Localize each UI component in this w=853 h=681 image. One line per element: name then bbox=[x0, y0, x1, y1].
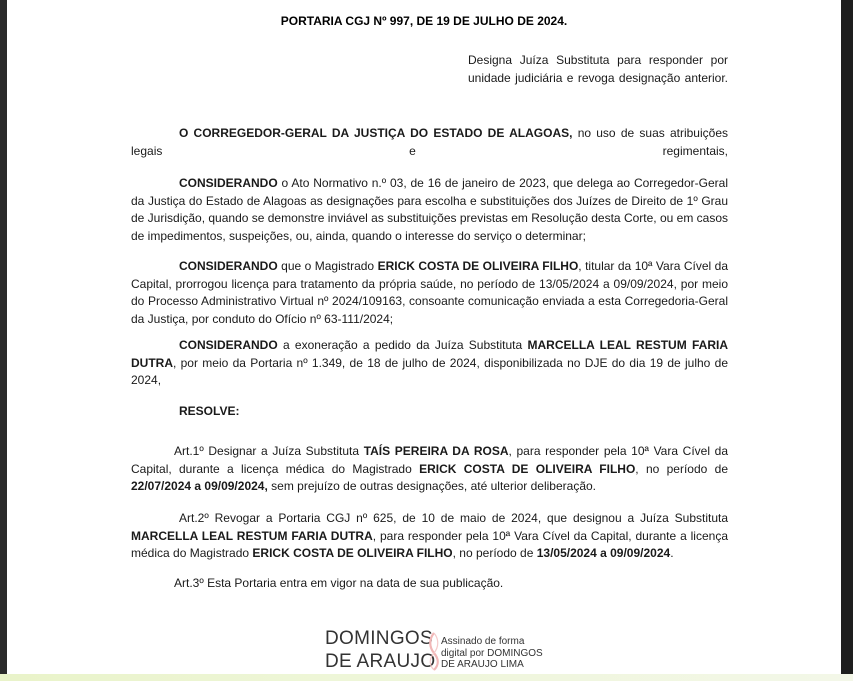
considerando-1-text: o Ato Normativo n.º 03, de 16 de janeiro de 2023, que delega ao Corregedor-Geral da Justiça do Estado de Alagoas as designações para escolha e substituições dos Juízes de Direito de 1º Grau de Jurisdição, quando se demonstre inviável as substituições previstas em Resolução desta Corte, ou em casos de impedimentos, suspeições, ou, ainda, quando o interesse do serviço o determinar; bbox=[131, 176, 728, 243]
considerando-3-after: , por meio da Portaria nº 1.349, de 18 de julho de 2024, disponibilizada no DJE do dia 19 de julho de 2024, bbox=[131, 355, 728, 388]
article-1-text3: , no período de bbox=[635, 461, 729, 476]
document-page bbox=[7, 0, 841, 681]
considerando-label: CONSIDERANDO bbox=[179, 338, 278, 352]
article-1-label: Art.1º bbox=[174, 444, 204, 458]
article-2-name2: ERICK COSTA DE OLIVEIRA FILHO bbox=[252, 546, 453, 561]
article-2-text3: , no período de bbox=[452, 546, 534, 561]
bottom-bar bbox=[0, 674, 853, 681]
article-1-text2: , para responder pela 10ª Vara Cível da Capital, durante a licença médica do Magistrado bbox=[131, 444, 728, 476]
article-2-text1: Revogar a Portaria CGJ nº 625, de 10 de maio de 2024, que designou a Juíza Substituta bbox=[214, 511, 729, 525]
signature-note: Assinado de forma digital por DOMINGOS DE ARAUJO LIMA bbox=[441, 636, 543, 671]
resolve-heading: RESOLVE: bbox=[179, 404, 240, 418]
article-1-name1: TAÍS PEREIRA DA ROSA bbox=[363, 444, 509, 458]
considerando-3-before: a exoneração a pedido da Juíza Substituta bbox=[282, 338, 523, 352]
considerando-2 bbox=[131, 258, 728, 328]
article-3 bbox=[174, 575, 503, 593]
ementa-text: Designa Juíza Substituta para responder por unidade judiciária e revoga designação anterior. bbox=[468, 53, 728, 85]
article-1-name2: ERICK COSTA DE OLIVEIRA FILHO bbox=[419, 461, 636, 476]
considerando-3 bbox=[131, 337, 728, 390]
document-title: PORTARIA CGJ Nº 997, DE 19 DE JULHO DE 2024. bbox=[280, 14, 568, 28]
preamble-text: no uso de suas atribuições legais e regimentais, bbox=[131, 126, 728, 158]
considerando-3-name: MARCELLA LEAL RESTUM FARIA DUTRA bbox=[131, 338, 728, 370]
considerando-2-name: ERICK COSTA DE OLIVEIRA FILHO bbox=[377, 259, 579, 273]
ementa bbox=[468, 52, 728, 87]
considerando-label: CONSIDERANDO bbox=[179, 176, 278, 190]
article-2 bbox=[131, 510, 728, 563]
article-1-text1: Designar a Juíza Substituta bbox=[208, 444, 360, 458]
article-1-text4: sem prejuízo de outras designações, até ulterior deliberação. bbox=[271, 479, 596, 494]
scrollbar[interactable] bbox=[841, 0, 853, 681]
article-2-name1: MARCELLA LEAL RESTUM FARIA DUTRA bbox=[131, 528, 373, 543]
signature-name: DOMINGOS DE ARAUJO bbox=[325, 628, 436, 672]
article-1 bbox=[131, 443, 728, 496]
considerando-1 bbox=[131, 175, 728, 245]
article-2-text2: , para responder pela 10ª Vara Cível da Capital, durante a licença médica do Magistrado bbox=[131, 528, 728, 561]
article-3-label: Art.3º bbox=[174, 576, 204, 590]
article-2-label: Art.2º bbox=[179, 511, 209, 525]
article-2-text4: . bbox=[670, 546, 674, 561]
considerando-label: CONSIDERANDO bbox=[179, 259, 278, 273]
preamble-authority: O CORREGEDOR-GERAL DA JUSTIÇA DO ESTADO DE ALAGOAS, bbox=[179, 126, 573, 140]
signature-ribbon-icon bbox=[426, 631, 442, 671]
considerando-2-before: que o Magistrado bbox=[281, 259, 375, 273]
considerando-2-after: , titular da 10ª Vara Cível da Capital, prorrogou licença para tratamento da própria saúde, no período de 13/05/2024 a 09/09/2024, por meio do Processo Administrativo Virtual nº 2024/109163, consoante comunicação enviada a esta Corregedoria-Geral da Justiça, por conduto do Ofício nº 63-111/2024; bbox=[131, 259, 728, 326]
preamble bbox=[131, 125, 728, 160]
article-2-period: 13/05/2024 a 09/09/2024 bbox=[536, 546, 671, 561]
article-1-period: 22/07/2024 a 09/09/2024, bbox=[131, 479, 268, 494]
article-3-text: Esta Portaria entra em vigor na data de sua publicação. bbox=[207, 576, 504, 590]
